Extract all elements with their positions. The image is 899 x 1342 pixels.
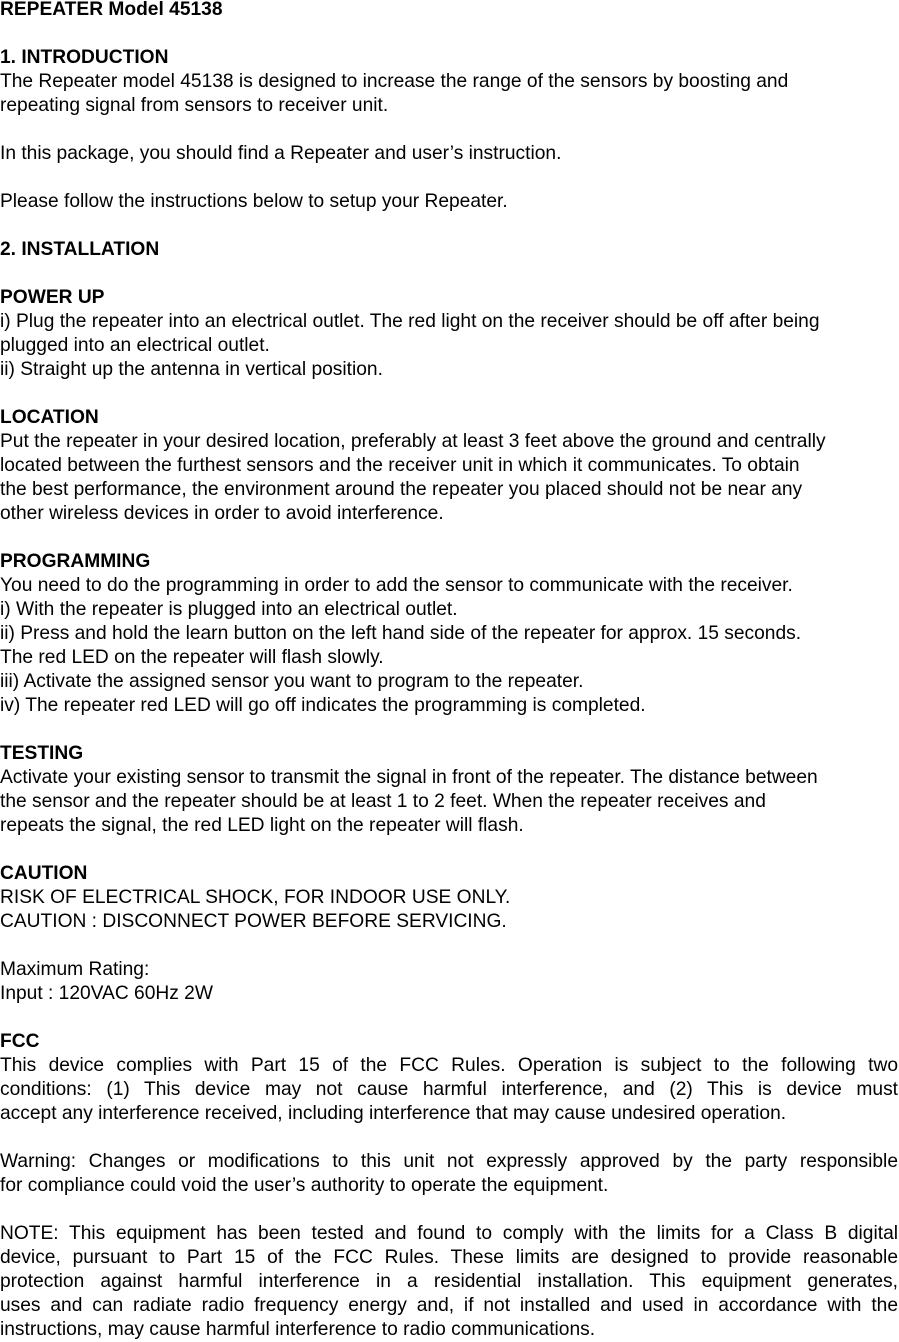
- intro-paragraph-line: The Repeater model 45138 is designed to increase the range of the sensors by boosting and: [0, 71, 789, 92]
- fcc-line: protection against harmful interference in a residential installation. This equipment generates,: [0, 1271, 898, 1292]
- programming-line: i) With the repeater is plugged into an electrical outlet.: [0, 599, 458, 620]
- location-line: the best performance, the environment around the repeater you placed should not be near any: [0, 479, 803, 500]
- fcc-line: for compliance could void the user’s authority to operate the equipment.: [0, 1175, 609, 1196]
- location-line: located between the furthest sensors and the receiver unit in which it communicates. To obtain: [0, 455, 800, 476]
- fcc-line: instructions, may cause harmful interference to radio communications.: [0, 1319, 596, 1340]
- testing-heading: TESTING: [0, 743, 84, 764]
- testing-line: Activate your existing sensor to transmit the signal in front of the repeater. The distance between: [0, 767, 818, 788]
- fcc-line: device, pursuant to Part 15 of the FCC Rules. These limits are designed to provide reasonable: [0, 1247, 898, 1268]
- caution-line: RISK OF ELECTRICAL SHOCK, FOR INDOOR USE ONLY.: [0, 887, 511, 908]
- fcc-line: Warning: Changes or modifications to this unit not expressly approved by the party responsible: [0, 1151, 898, 1172]
- fcc-warning-paragraph: [0, 1150, 898, 1198]
- intro-heading: 1. INTRODUCTION: [0, 47, 169, 68]
- fcc-compliance-paragraph: [0, 1054, 898, 1126]
- fcc-heading: FCC: [0, 1031, 40, 1052]
- programming-line: iv) The repeater red LED will go off indicates the programming is completed.: [0, 695, 646, 716]
- rating-label: Maximum Rating:: [0, 959, 150, 980]
- fcc-note-paragraph: [0, 1222, 898, 1342]
- programming-heading: PROGRAMMING: [0, 551, 151, 572]
- intro-setup-note: Please follow the instructions below to setup your Repeater.: [0, 191, 508, 212]
- power-up-line: plugged into an electrical outlet.: [0, 335, 270, 356]
- location-heading: LOCATION: [0, 407, 99, 428]
- power-up-line: i) Plug the repeater into an electrical outlet. The red light on the receiver should be off after being: [0, 311, 820, 332]
- document-title: REPEATER Model 45138: [0, 0, 223, 20]
- caution-heading: CAUTION: [0, 863, 88, 884]
- testing-line: repeats the signal, the red LED light on the repeater will flash.: [0, 815, 524, 836]
- fcc-line: conditions: (1) This device may not cause harmful interference, and (2) This is device must: [0, 1079, 898, 1100]
- fcc-line: accept any interference received, including interference that may cause undesired operation.: [0, 1103, 787, 1124]
- location-line: Put the repeater in your desired location, preferably at least 3 feet above the ground and centrally: [0, 431, 826, 452]
- programming-line: ii) Press and hold the learn button on the left hand side of the repeater for approx. 15 seconds.: [0, 623, 802, 644]
- intro-paragraph-line: repeating signal from sensors to receiver unit.: [0, 95, 389, 116]
- caution-line: CAUTION : DISCONNECT POWER BEFORE SERVICING.: [0, 911, 507, 932]
- rating-value: Input : 120VAC 60Hz 2W: [0, 983, 213, 1004]
- testing-line: the sensor and the repeater should be at least 1 to 2 feet. When the repeater receives and: [0, 791, 766, 812]
- programming-line: iii) Activate the assigned sensor you want to program to the repeater.: [0, 671, 584, 692]
- fcc-line: uses and can radiate radio frequency energy and, if not installed and used in accordance with the: [0, 1295, 898, 1316]
- intro-package-contents: In this package, you should find a Repeater and user’s instruction.: [0, 143, 562, 164]
- installation-heading: 2. INSTALLATION: [0, 239, 160, 260]
- power-up-heading: POWER UP: [0, 287, 105, 308]
- programming-line: The red LED on the repeater will flash slowly.: [0, 647, 384, 668]
- fcc-line: This device complies with Part 15 of the FCC Rules. Operation is subject to the following two: [0, 1055, 898, 1076]
- location-line: other wireless devices in order to avoid interference.: [0, 503, 444, 524]
- fcc-line: NOTE: This equipment has been tested and found to comply with the limits for a Class B digital: [0, 1223, 898, 1244]
- programming-line: You need to do the programming in order to add the sensor to communicate with the receiver.: [0, 575, 793, 596]
- power-up-line: ii) Straight up the antenna in vertical position.: [0, 359, 383, 380]
